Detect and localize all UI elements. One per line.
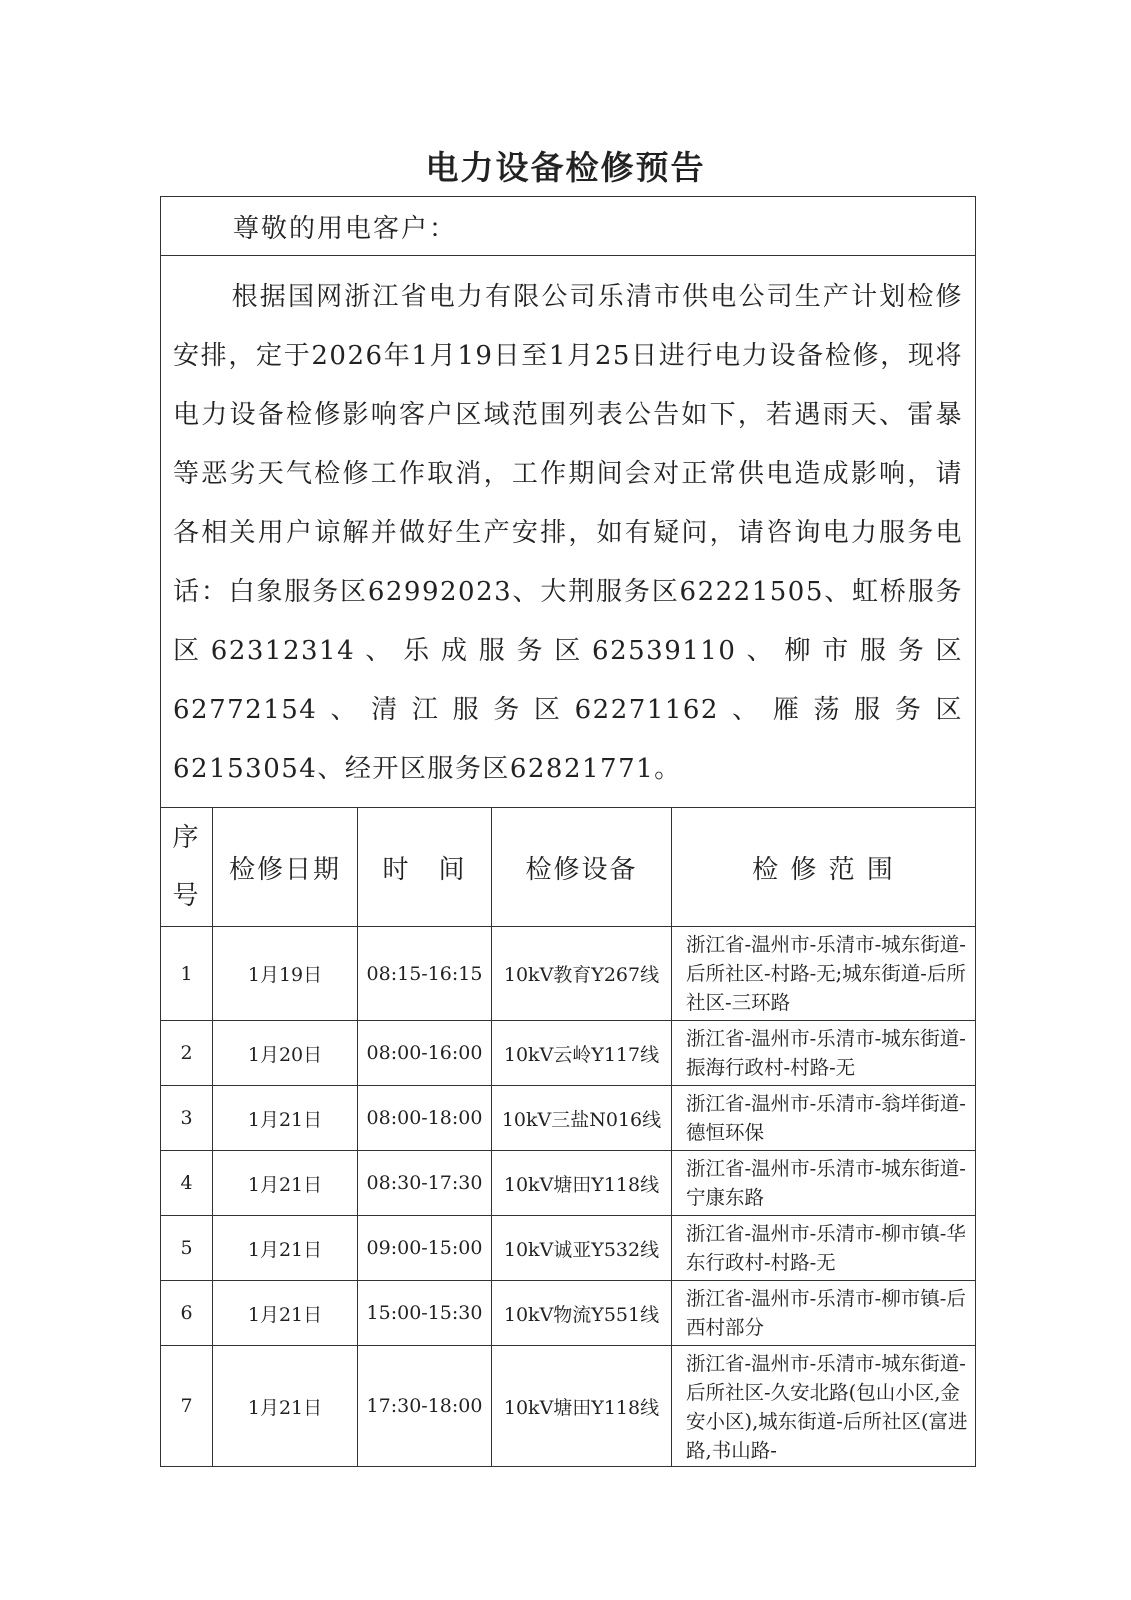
table-row — [161, 1021, 976, 1086]
table-row — [161, 1281, 976, 1346]
cell-time: 08:30-17:30 — [358, 1151, 492, 1216]
cell-equipment: 10kV教育Y267线 — [492, 927, 672, 1021]
cell-equipment: 10kV诚亚Y532线 — [492, 1216, 672, 1281]
cell-scope: 浙江省-温州市-乐清市-柳市镇-华东行政村-村路-无 — [672, 1216, 976, 1281]
cell-seq: 7 — [161, 1346, 213, 1467]
header-time: 时 间 — [358, 808, 492, 927]
cell-seq: 4 — [161, 1151, 213, 1216]
header-seq: 序号 — [161, 808, 213, 927]
cell-time: 09:00-15:00 — [358, 1216, 492, 1281]
table-row — [161, 1216, 976, 1281]
maintenance-table — [160, 196, 976, 1467]
cell-scope: 浙江省-温州市-乐清市-城东街道-后所社区-久安北路(包山小区,金安小区),城东街道-后所社区(富进路,书山路- — [686, 1352, 968, 1462]
cell-scope: 浙江省-温州市-乐清市-城东街道-后所社区-村路-无;城东街道-后所社区-三环路 — [672, 927, 976, 1021]
cell-scope: 浙江省-温州市-乐清市-城东街道-振海行政村-村路-无 — [672, 1021, 976, 1086]
header-equipment: 检修设备 — [492, 808, 672, 927]
cell-equipment: 10kV物流Y551线 — [492, 1281, 672, 1346]
cell-scope-cut — [672, 1346, 976, 1467]
cell-date: 1月21日 — [213, 1086, 358, 1151]
cell-time: 17:30-18:00 — [358, 1346, 492, 1467]
cell-equipment: 10kV云岭Y117线 — [492, 1021, 672, 1086]
cell-seq: 5 — [161, 1216, 213, 1281]
intro-text: 根据国网浙江省电力有限公司乐清市供电公司生产计划检修安排，定于2026年1月19日至1月25日进行电力设备检修，现将电力设备检修影响客户区域范围列表公告如下，若遇雨天、雷暴等恶劣天气检修工作取消，工作期间会对正常供电造成影响，请各相关用户谅解并做好生产安排，如有疑问，请咨询电力服务电话：白象服务区62992023、大荆服务区62221505、虹桥服务区62312314、乐成服务区62539110、柳市服务区62772154、清江服务区62271162、雁荡服务区62153054、经开区服务区62821771。 — [173, 282, 964, 784]
greeting: 尊敬的用电客户： — [161, 197, 976, 256]
cell-equipment: 10kV塘田Y118线 — [492, 1346, 672, 1467]
cell-equipment: 10kV三盐N016线 — [492, 1086, 672, 1151]
cell-seq: 3 — [161, 1086, 213, 1151]
cell-time: 08:00-18:00 — [358, 1086, 492, 1151]
cell-scope: 浙江省-温州市-乐清市-柳市镇-后西村部分 — [672, 1281, 976, 1346]
cell-date: 1月20日 — [213, 1021, 358, 1086]
cell-time: 08:15-16:15 — [358, 927, 492, 1021]
cell-seq: 1 — [161, 927, 213, 1021]
cell-date: 1月21日 — [213, 1281, 358, 1346]
cell-date: 1月19日 — [213, 927, 358, 1021]
cell-equipment: 10kV塘田Y118线 — [492, 1151, 672, 1216]
cell-date: 1月21日 — [213, 1216, 358, 1281]
table-row — [161, 1086, 976, 1151]
page-title: 电力设备检修预告 — [425, 148, 706, 187]
cell-scope: 浙江省-温州市-乐清市-翁垟街道-德恒环保 — [672, 1086, 976, 1151]
cell-time: 15:00-15:30 — [358, 1281, 492, 1346]
header-scope: 检 修 范 围 — [672, 808, 976, 927]
cell-date: 1月21日 — [213, 1151, 358, 1216]
header-date: 检修日期 — [213, 808, 358, 927]
cell-time: 08:00-16:00 — [358, 1021, 492, 1086]
intro-paragraph — [161, 256, 976, 808]
table-header — [161, 808, 976, 927]
table-row — [161, 927, 976, 1021]
cell-scope: 浙江省-温州市-乐清市-城东街道-宁康东路 — [672, 1151, 976, 1216]
cell-seq: 6 — [161, 1281, 213, 1346]
table-row — [161, 1346, 976, 1467]
cell-date: 1月21日 — [213, 1346, 358, 1467]
cell-seq: 2 — [161, 1021, 213, 1086]
table-row — [161, 1151, 976, 1216]
